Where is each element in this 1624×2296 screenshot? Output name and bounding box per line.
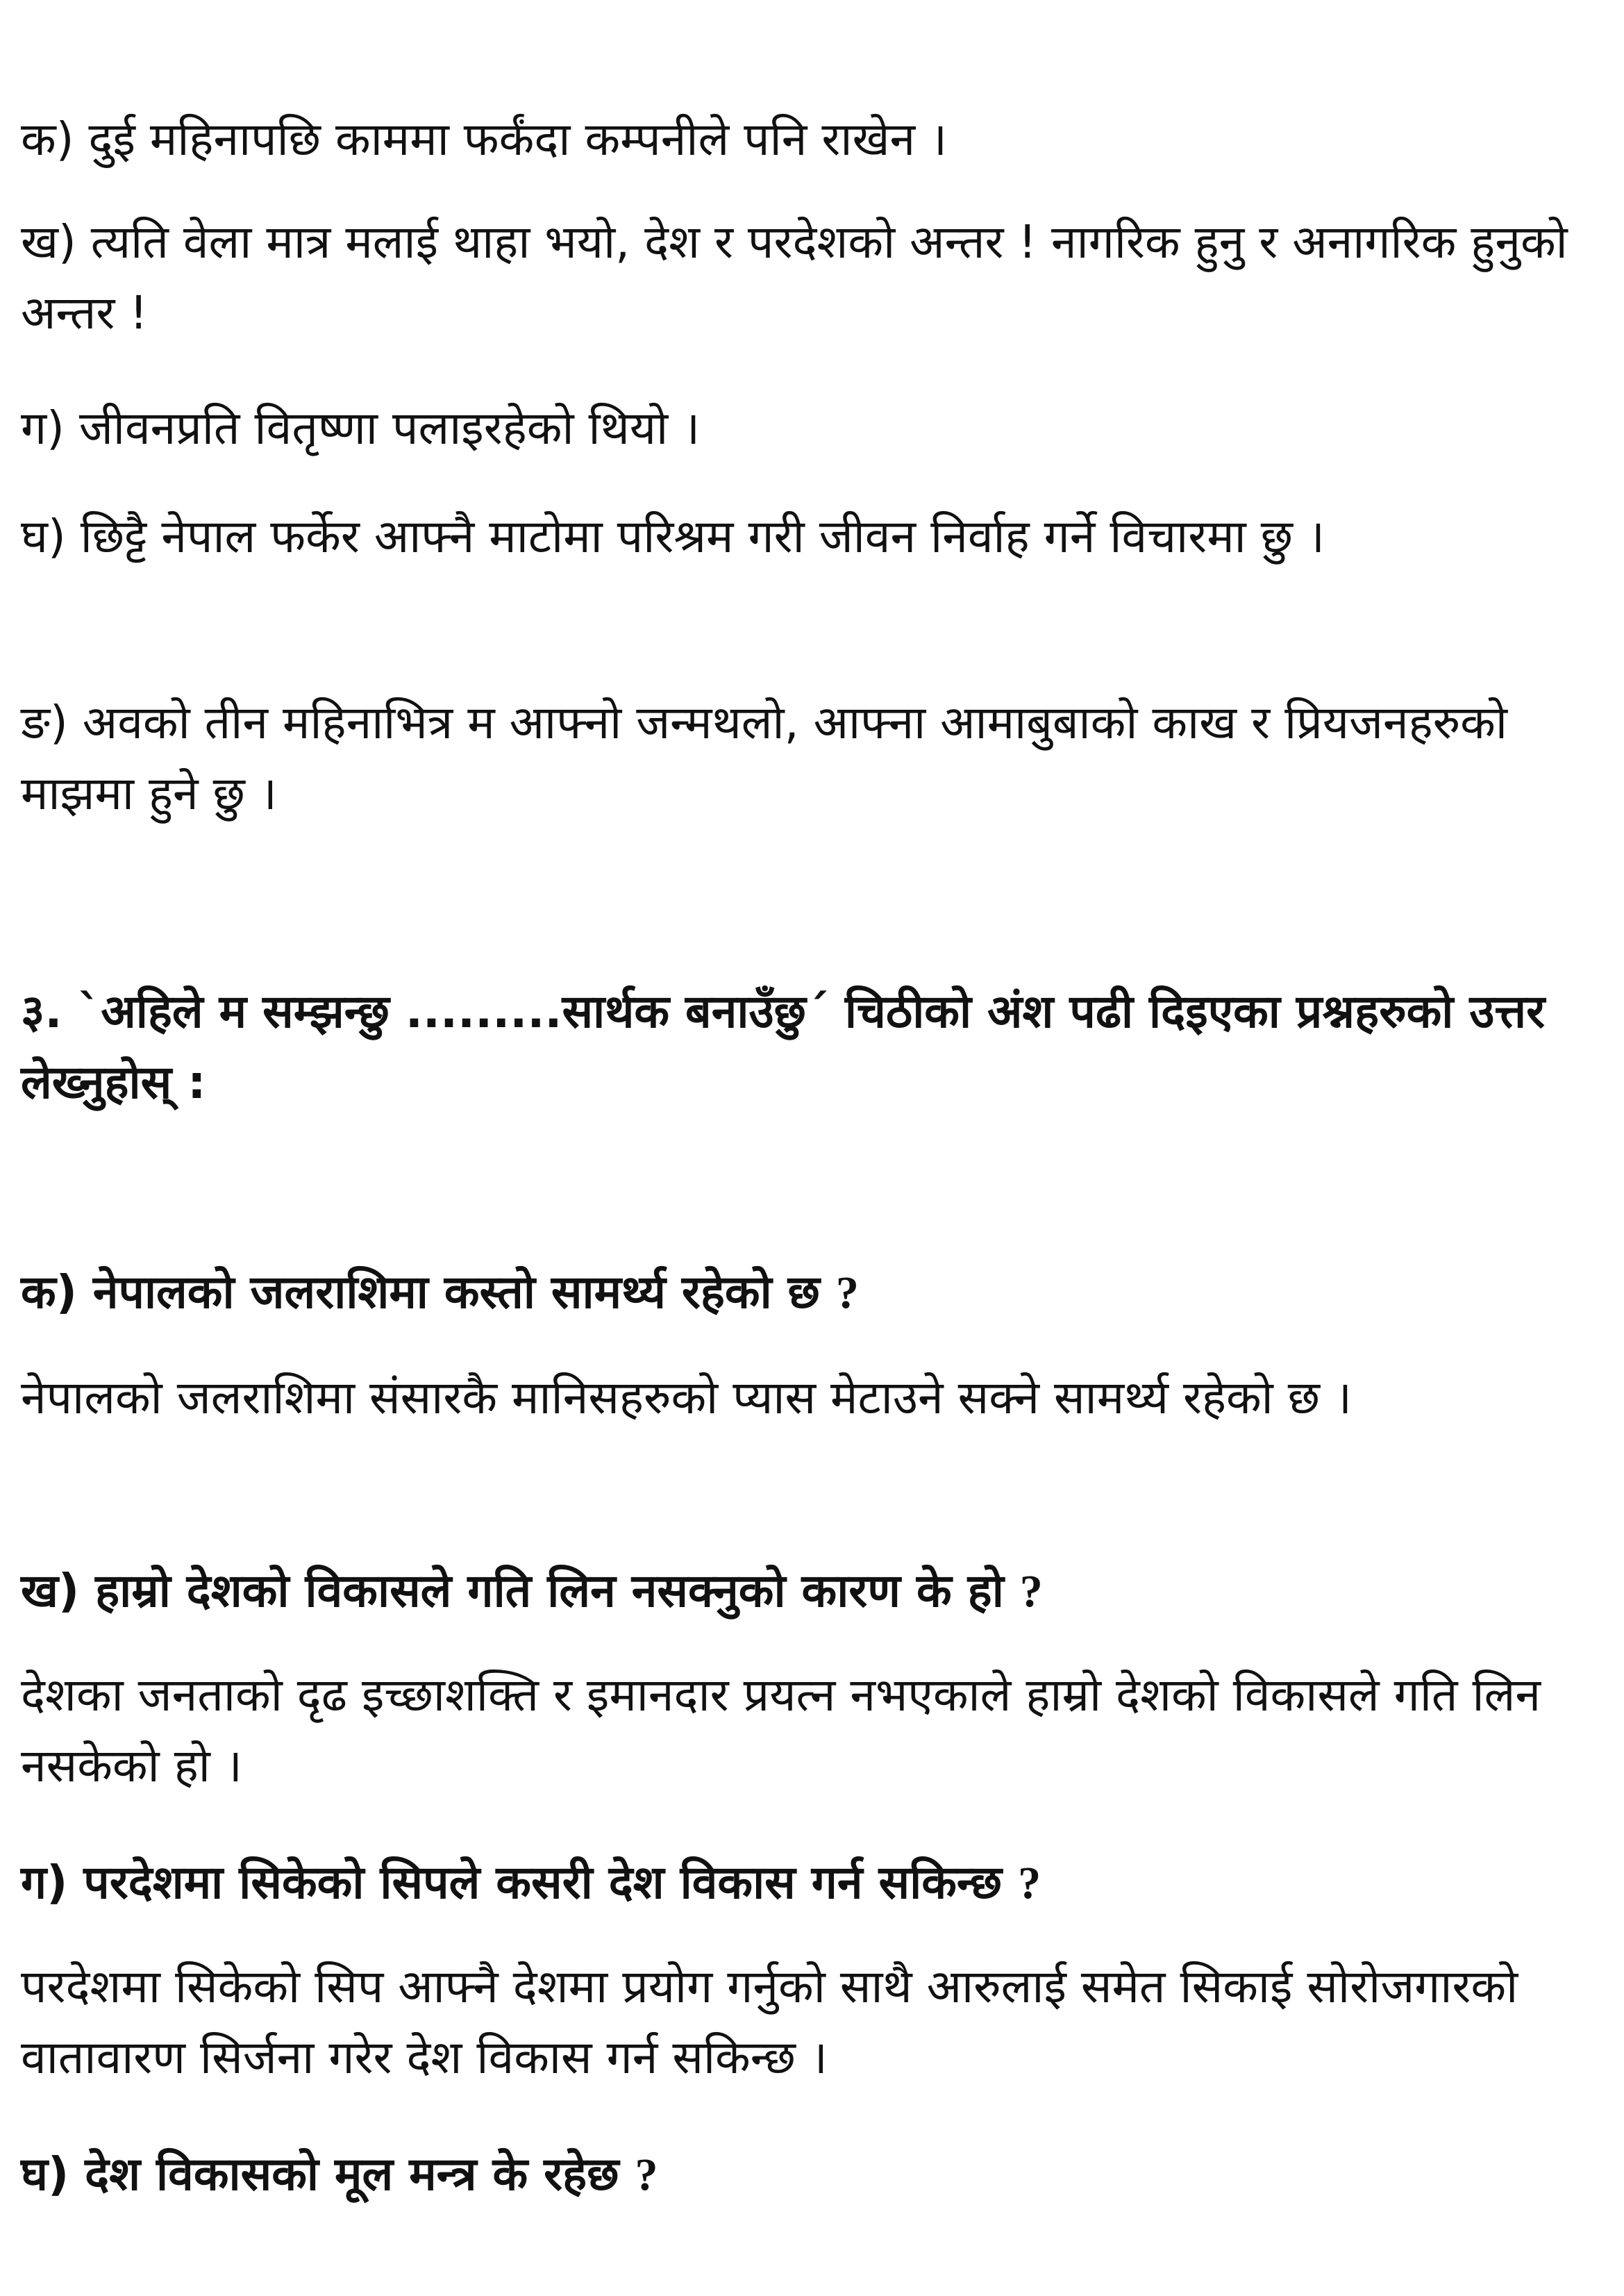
answer-kha: ख) त्यति वेला मात्र मलाई थाहा भयो, देश र परदेशको अन्तर ! नागरिक हुनु र अनागरिक हुनुको अन्तर ! <box>21 215 1568 340</box>
question-kha-mark: ? <box>1019 1566 1043 1617</box>
question-ka-mark: ? <box>835 1267 859 1318</box>
answer-text-ga: परदेशमा सिकेको सिप आफ्नै देशमा प्रयोग गर्नुको साथै आरुलाई समेत सिकाई सोरोजगारको वातावारण सिर्जना गरेर देश विकास गर्न सकिन्छ । <box>21 1960 1518 2084</box>
answer-nga: ङ) अवको तीन महिनाभित्र म आफ्नो जन्मथलो, आफ्ना आमाबुबाको काख र प्रियजनहरुको माझमा हुने छु । <box>21 696 1507 820</box>
answer-ga: ग) जीवनप्रति वितृष्णा पलाइरहेको थियो । <box>21 401 701 455</box>
question-gha-mark: ? <box>635 2149 658 2200</box>
question-gha <box>21 2139 1604 2211</box>
question-kha-text: ख) हाम्रो देशको विकासले गति लिन नसक्नुको कारण के हो <box>21 1564 1004 1617</box>
question-ga-text: ग) परदेशमा सिकेको सिपले कसरी देश विकास गर्न सकिन्छ <box>21 1856 1003 1909</box>
question-ka-text: क) नेपालको जलराशिमा कस्तो सामर्थ्य रहेको छ <box>21 1265 820 1319</box>
answer-ka: क) दुई महिनापछि काममा फर्कंदा कम्पनीले पनि राखेन । <box>21 113 948 166</box>
answer-gha: घ) छिट्टै नेपाल फर्केर आफ्नै माटोमा परिश्रम गरी जीवन निर्वाह गर्ने विचारमा छु । <box>21 510 1325 563</box>
question-ga <box>21 1847 1604 1919</box>
question-ka <box>21 1257 1604 1329</box>
answer-text-kha: देशका जनताको दृढ इच्छाशक्ति र इमानदार प्रयत्न नभएकाले हाम्रो देशको विकासले गति लिन नसकेको हो । <box>21 1668 1541 1792</box>
section-3-heading: ३. `अहिले म सम्झन्छु .........सार्थक बनाउँछु´ चिठीको अंश पढी दिइएका प्रश्नहरुको उत्तर लेख्नुहोस् : <box>21 985 1546 1109</box>
question-kha <box>21 1556 1604 1627</box>
question-ga-mark: ? <box>1018 1858 1041 1908</box>
question-gha-text: घ) देश विकासको मूल मन्त्र के रहेछ <box>21 2147 619 2201</box>
answer-text-ka: नेपालको जलराशिमा संसारकै मानिसहरुको प्यास मेटाउने सक्ने सामर्थ्य रहेको छ । <box>21 1371 1353 1424</box>
